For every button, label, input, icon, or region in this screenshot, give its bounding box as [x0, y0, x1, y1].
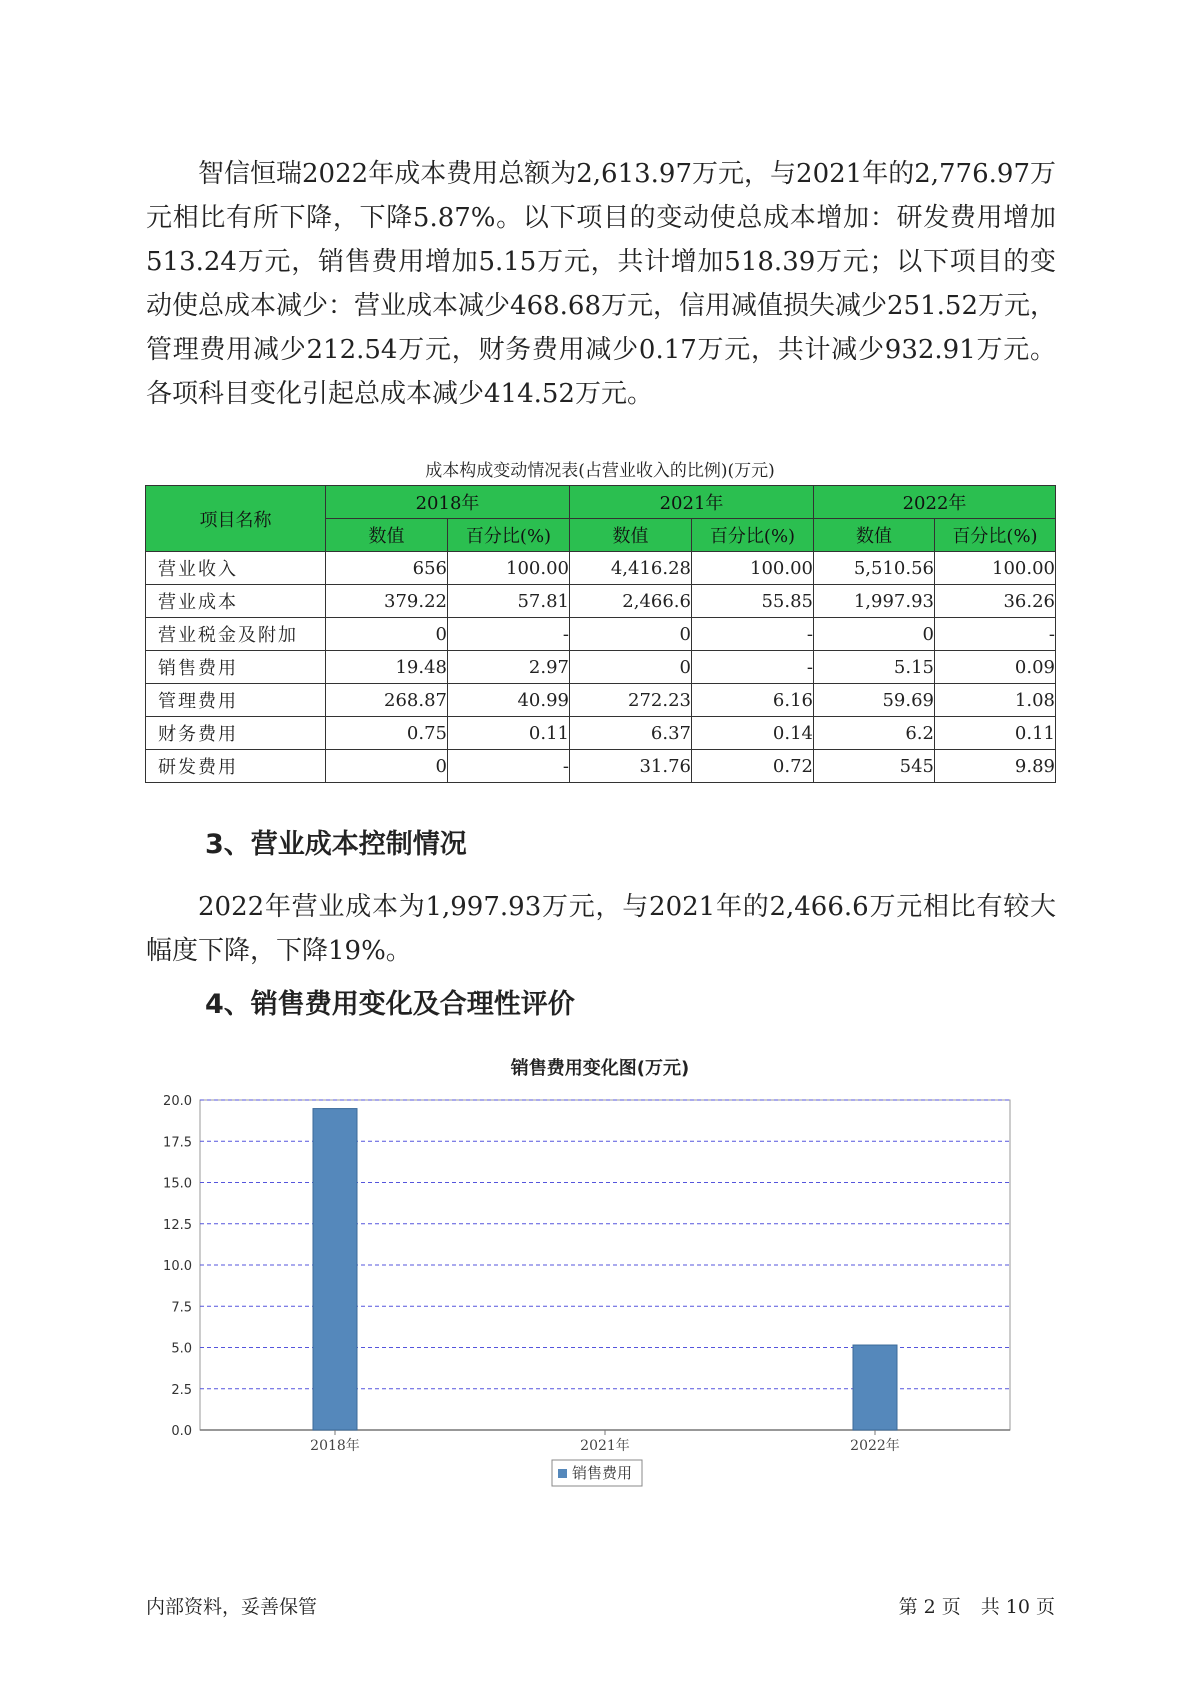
sales-expense-bar-chart	[140, 1090, 1020, 1510]
y-tick-label: 15.0	[163, 1176, 192, 1192]
y-tick-label: 17.5	[163, 1135, 192, 1151]
table-caption: 成本构成变动情况表(占营业收入的比例)(万元)	[425, 461, 775, 481]
header-value: 数值	[814, 519, 935, 552]
y-tick-label: 12.5	[163, 1217, 192, 1233]
percent-cell: 0.14	[692, 717, 814, 750]
row-label: 营业税金及附加	[146, 618, 326, 651]
percent-cell: 0.72	[692, 750, 814, 783]
header-item-name: 项目名称	[146, 486, 326, 552]
value-cell: 2,466.6	[570, 585, 692, 618]
value-cell: 0.75	[326, 717, 448, 750]
percent-cell: -	[448, 618, 570, 651]
total-num: 10	[1005, 1596, 1030, 1618]
table-row	[146, 618, 1056, 651]
value-cell: 656	[326, 552, 448, 585]
x-tick-label: 2021年	[580, 1438, 630, 1454]
table-row	[146, 717, 1056, 750]
value-cell: 5.15	[814, 651, 935, 684]
row-label: 营业收入	[146, 552, 326, 585]
row-label: 管理费用	[146, 684, 326, 717]
percent-cell: -	[692, 651, 814, 684]
header-year: 2018年	[326, 486, 570, 519]
page-num: 2	[923, 1596, 936, 1618]
percent-cell: 36.26	[935, 585, 1056, 618]
row-label: 销售费用	[146, 651, 326, 684]
value-cell: 6.2	[814, 717, 935, 750]
percent-cell: 0.11	[935, 717, 1056, 750]
header-value: 数值	[570, 519, 692, 552]
total-unit: 页	[1035, 1596, 1055, 1618]
percent-cell: 9.89	[935, 750, 1056, 783]
value-cell: 0	[326, 618, 448, 651]
header-percent: 百分比(%)	[448, 519, 570, 552]
value-cell: 272.23	[570, 684, 692, 717]
y-tick-label: 0.0	[171, 1424, 192, 1439]
percent-cell: 40.99	[448, 684, 570, 717]
value-cell: 31.76	[570, 750, 692, 783]
percent-cell: -	[935, 618, 1056, 651]
percent-cell: 57.81	[448, 585, 570, 618]
value-cell: 268.87	[326, 684, 448, 717]
chart-title: 销售费用变化图(万元)	[510, 1058, 690, 1079]
percent-cell: 2.97	[448, 651, 570, 684]
percent-cell: 100.00	[448, 552, 570, 585]
total-prefix: 共	[980, 1596, 1000, 1618]
table-row	[146, 585, 1056, 618]
value-cell: 6.37	[570, 717, 692, 750]
percent-cell: -	[692, 618, 814, 651]
value-cell: 0	[570, 651, 692, 684]
legend-label: 销售费用	[572, 1464, 633, 1482]
x-tick-label: 2018年	[310, 1438, 360, 1454]
y-tick-label: 7.5	[171, 1300, 192, 1316]
value-cell: 5,510.56	[814, 552, 935, 585]
y-tick-label: 20.0	[163, 1094, 192, 1109]
percent-cell: -	[448, 750, 570, 783]
bar-0	[313, 1109, 357, 1430]
value-cell: 379.22	[326, 585, 448, 618]
section-heading-4: 4、销售费用变化及合理性评价	[205, 989, 575, 1020]
header-year: 2022年	[814, 486, 1056, 519]
y-tick-label: 5.0	[171, 1341, 192, 1357]
percent-cell: 1.08	[935, 684, 1056, 717]
value-cell: 0	[570, 618, 692, 651]
header-percent: 百分比(%)	[692, 519, 814, 552]
x-tick-label: 2022年	[850, 1438, 900, 1454]
percent-cell: 100.00	[692, 552, 814, 585]
value-cell: 19.48	[326, 651, 448, 684]
page-unit: 页	[941, 1596, 961, 1618]
percent-cell: 6.16	[692, 684, 814, 717]
y-tick-label: 10.0	[163, 1259, 192, 1274]
page-number	[880, 1592, 1055, 1619]
percent-cell: 100.00	[935, 552, 1056, 585]
legend-swatch	[558, 1469, 567, 1478]
value-cell: 4,416.28	[570, 552, 692, 585]
table-row	[146, 651, 1056, 684]
value-cell: 1,997.93	[814, 585, 935, 618]
table-row	[146, 750, 1056, 783]
row-label: 营业成本	[146, 585, 326, 618]
value-cell: 59.69	[814, 684, 935, 717]
value-cell: 0	[814, 618, 935, 651]
header-value: 数值	[326, 519, 448, 552]
percent-cell: 0.11	[448, 717, 570, 750]
percent-cell: 0.09	[935, 651, 1056, 684]
bar-2	[853, 1345, 897, 1430]
value-cell: 545	[814, 750, 935, 783]
footer-note: 内部资料，妥善保管	[146, 1596, 318, 1618]
cost-structure-table	[145, 485, 1056, 783]
summary-paragraph: 智信恒瑞2022年成本费用总额为2,613.97万元，与2021年的2,776.97万元相比有所下降，下降5.87%。以下项目的变动使总成本增加：研发费用增加513.24万元，销售费用增加5.15万元，共计增加518.39万元；以下项目的变动使总成本减少：营业成本减少468.68万元，信用减值损失减少251.52万元，管理费用减少212.54万元，财务费用减少0.17万元，共计减少932.91万元。各项科目变化引起总成本减少414.52万元。	[146, 159, 1056, 409]
y-tick-label: 2.5	[171, 1382, 192, 1398]
header-percent: 百分比(%)	[935, 519, 1056, 552]
percent-cell: 55.85	[692, 585, 814, 618]
table-row	[146, 552, 1056, 585]
section-heading-3: 3、营业成本控制情况	[205, 829, 467, 860]
operating-cost-paragraph: 2022年营业成本为1,997.93万元，与2021年的2,466.6万元相比有较大幅度下降，下降19%。	[146, 892, 1056, 966]
table-row	[146, 684, 1056, 717]
row-label: 研发费用	[146, 750, 326, 783]
header-year: 2021年	[570, 486, 814, 519]
page-prefix: 第	[898, 1596, 918, 1618]
row-label: 财务费用	[146, 717, 326, 750]
value-cell: 0	[326, 750, 448, 783]
